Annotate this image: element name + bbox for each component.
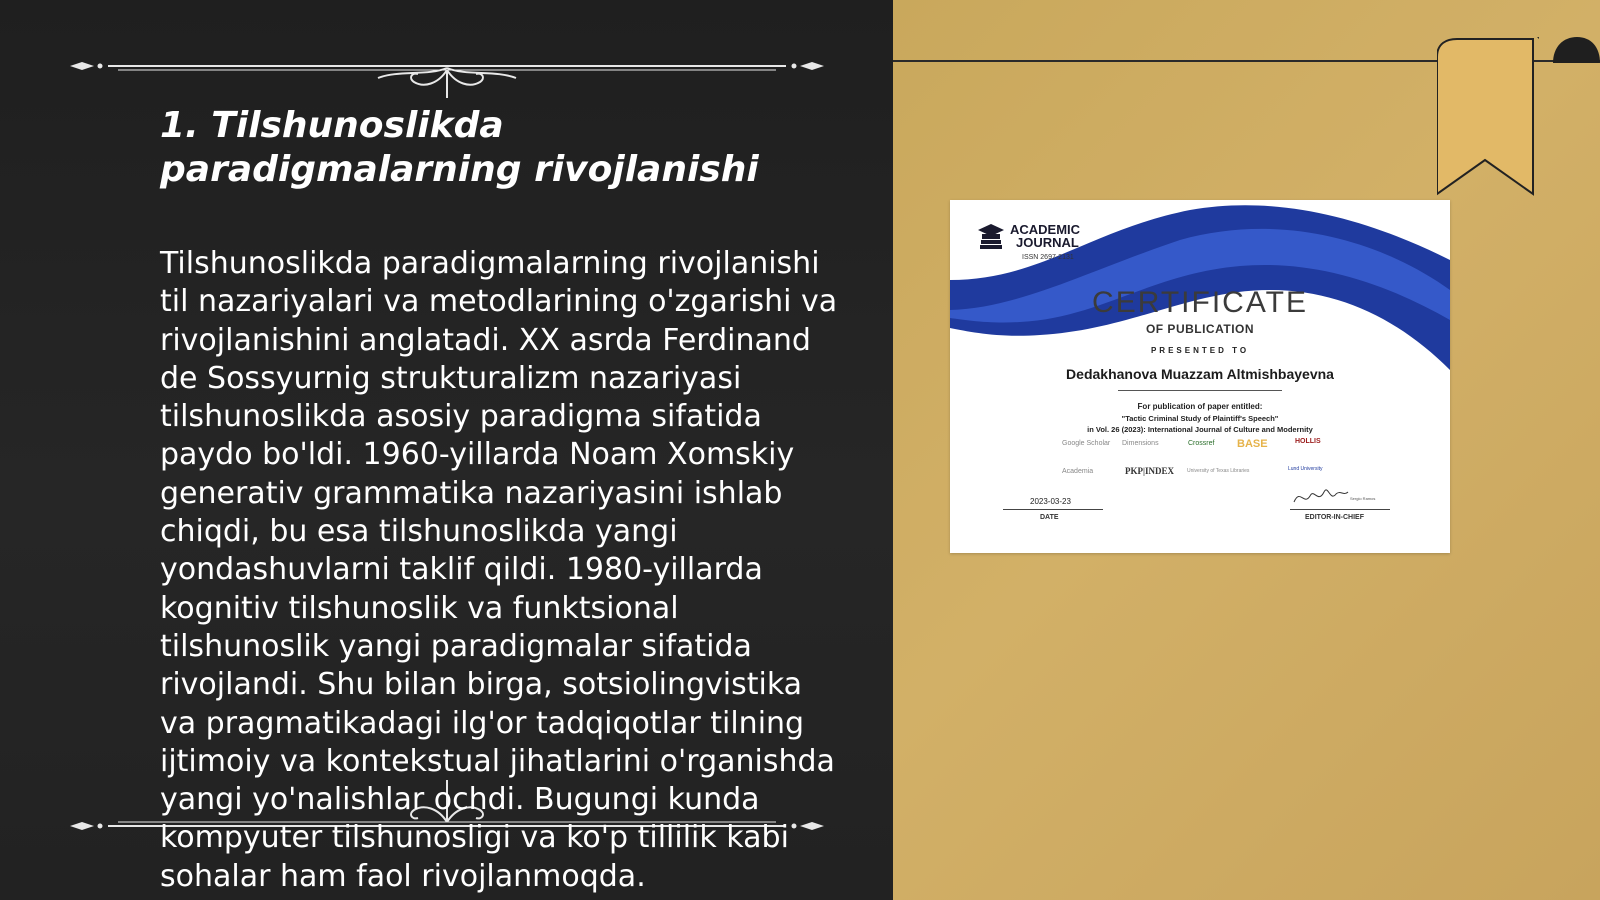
publication-label: For publication of paper entitled: xyxy=(1137,402,1263,411)
slide-body-text: Tilshunoslikda paradigmalarning rivojlanishi til nazariyalari va metodlarining o'zgarishi va rivojlanishini anglatadi. XX asrda Ferdinand de Sossyurnig strukturalizm nazariyasi tilshunoslikda asosiy paradigma sifatida paydo bo'ldi. 1960-yillarda Noam Xomskiy generativ grammatika nazariyasini ishlab chiqdi, bu esa tilshunoslikda yangi yondashuvlarni taklif qildi. 1980-yillarda kognitiv tilshunoslik va funktsional tilshunoslik yangi paradigmalar sifatida rivojlandi. Shu bilan birga, sotsiolingvistika va pragmatikadagi ilg'or tadqiqotlar tilning ijtimoiy va kontekstual jihatlarini o'rganishda yangi yo'nalishlar ochdi. Bugungi kunda kompyuter tilshunosligi va ko'p tillilik kabi sohalar ham faol rivojlanmoqda. xyxy=(160,246,838,894)
index-logo: BASE xyxy=(1237,438,1268,450)
index-logo: PKP|INDEX xyxy=(1125,466,1174,476)
index-logo: Google Scholar xyxy=(1062,440,1111,447)
index-logo: Lund University xyxy=(1288,466,1323,472)
ribbon-curl xyxy=(1553,37,1600,65)
presented-to-label: PRESENTED TO xyxy=(1150,346,1250,355)
certificate-subtitle: OF PUBLICATION xyxy=(1145,322,1255,336)
slide-title: 1. Tilshunoslikda paradigmalarning rivojlanishi xyxy=(160,105,759,190)
index-logo: University of Texas Libraries xyxy=(1187,468,1250,474)
index-logo: HOLLIS xyxy=(1295,438,1321,445)
journal-issn: ISSN 2697-2131 xyxy=(1022,254,1074,261)
index-logo: Dimensions xyxy=(1122,440,1159,447)
index-logo: Academia xyxy=(1062,468,1094,475)
signer-name: Sergio Ramos xyxy=(1350,496,1376,501)
date-line xyxy=(1003,509,1103,510)
date-label: DATE xyxy=(1040,514,1059,521)
top-ornament xyxy=(68,48,826,98)
editor-label: EDITOR-IN-CHIEF xyxy=(1305,514,1364,521)
journal-volume: in Vol. 26 (2023): International Journal of Culture and Modernity xyxy=(1087,425,1313,434)
graduation-cap-icon xyxy=(976,222,1006,252)
editor-line xyxy=(1290,509,1390,510)
certificate-image xyxy=(950,200,1450,553)
recipient-name: Dedakhanova Muazzam Altmishbayevna xyxy=(1066,366,1334,382)
issue-date: 2023-03-23 xyxy=(1030,497,1071,506)
recipient-underline xyxy=(1118,390,1282,391)
journal-brand: ACADEMIC JOURNAL xyxy=(1010,222,1081,250)
paper-title: "Tactic Criminal Study of Plaintiff's Speech" xyxy=(1121,414,1279,423)
index-logo: Crossref xyxy=(1188,440,1215,447)
bookmark-ribbon xyxy=(1437,37,1539,199)
certificate-title: CERTIFICATE xyxy=(1092,286,1308,319)
signature xyxy=(1290,482,1350,510)
